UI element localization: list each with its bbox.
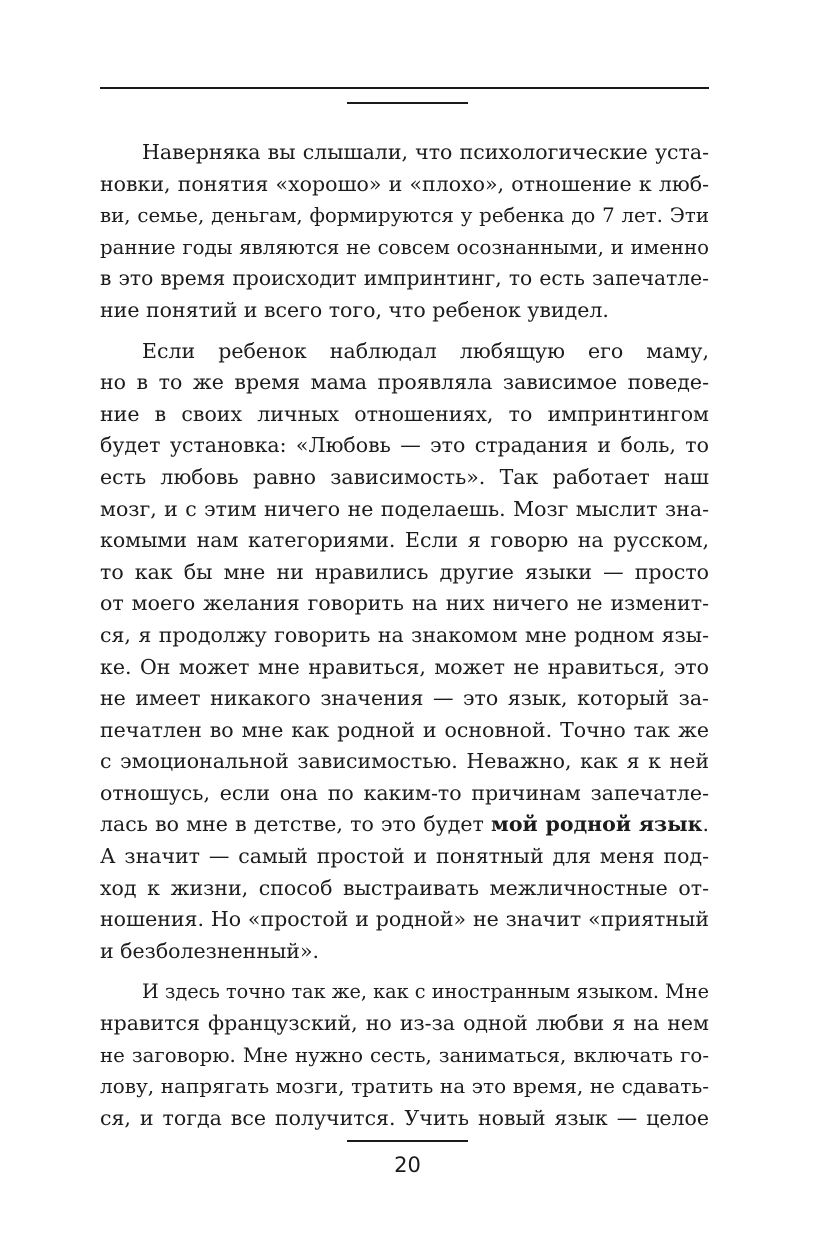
text-line: с эмоциональной зависимостью. Неважно, как я к ней xyxy=(100,749,709,774)
text-line: будет установка: «Любовь — это страдания и боль, то xyxy=(100,433,709,458)
footer-short-rule xyxy=(347,1140,468,1142)
text-line: нравится французский, но из-за одной любви я на нем xyxy=(100,1011,709,1036)
text-line: то как бы мне ни нравились другие языки — просто xyxy=(100,559,709,584)
text-line: А значит — самый простой и понятный для меня под- xyxy=(100,844,709,869)
text-segment: . xyxy=(702,812,709,837)
text-line: ся, я продолжу говорить на знакомом мне родном язы- xyxy=(100,622,709,647)
text-line: но в то же время мама проявляла зависимое поведе- xyxy=(100,370,709,395)
top-rule xyxy=(100,87,709,89)
text-line: Наверняка вы слышали, что психологические уста- xyxy=(142,140,709,164)
text-line: ношения. Но «простой и родной» не значит «приятный xyxy=(100,907,709,932)
text-line: не имеет никакого значения — это язык, который за- xyxy=(100,686,709,711)
text-line: комыми нам категориями. Если я говорю на русском, xyxy=(100,528,709,553)
text-line: печатлен во мне как родной и основной. Точно так же xyxy=(100,717,709,742)
text-line: ход к жизни, способ выстраивать межличностные от- xyxy=(100,875,709,900)
text-line: есть любовь равно зависимость». Так работает наш xyxy=(100,464,709,489)
text-line: в это время происходит импринтинг, то есть запечатле- xyxy=(100,266,709,291)
body-text xyxy=(100,137,709,1134)
text-line: ке. Он может мне нравиться, может не нравиться, это xyxy=(100,654,709,679)
text-line-with-bold xyxy=(100,809,709,841)
page-number: 20 xyxy=(394,1153,421,1177)
text-line: лову, напрягать мозги, тратить на это время, не сдавать- xyxy=(100,1074,709,1099)
text-line: новки, понятия «хорошо» и «плохо», отношение к люб- xyxy=(100,171,709,196)
text-line: и безболезненный». xyxy=(100,938,320,963)
text-line: ние в своих личных отношениях, то импринтингом xyxy=(100,401,709,426)
text-segment: лась во мне в детстве, то это будет xyxy=(100,812,492,837)
bold-phrase: мой родной язык xyxy=(491,812,703,837)
text-line: мозг, и с этим ничего не поделаешь. Мозг мыслит зна- xyxy=(100,496,709,521)
text-line: не заговорю. Мне нужно сесть, заниматься, включать го- xyxy=(100,1043,709,1067)
header-short-rule xyxy=(347,102,468,104)
text-line: ви, семье, деньгам, формируются у ребенка до 7 лет. Эти xyxy=(100,204,709,228)
text-line: ся, и тогда все получится. Учить новый язык — целое xyxy=(100,1105,709,1130)
text-line: И здесь точно так же, как с иностранным языком. Мне xyxy=(142,980,709,1004)
text-line: Если ребенок наблюдал любящую его маму, xyxy=(142,338,709,363)
text-line: от моего желания говорить на них ничего не изменит- xyxy=(100,591,709,616)
text-line: отношусь, если она по каким-то причинам запечатле- xyxy=(100,780,709,805)
text-line: ние понятий и всего того, что ребенок увидел. xyxy=(100,297,609,322)
text-line: ранние годы являются не совсем осознанными, и именно xyxy=(100,235,709,259)
